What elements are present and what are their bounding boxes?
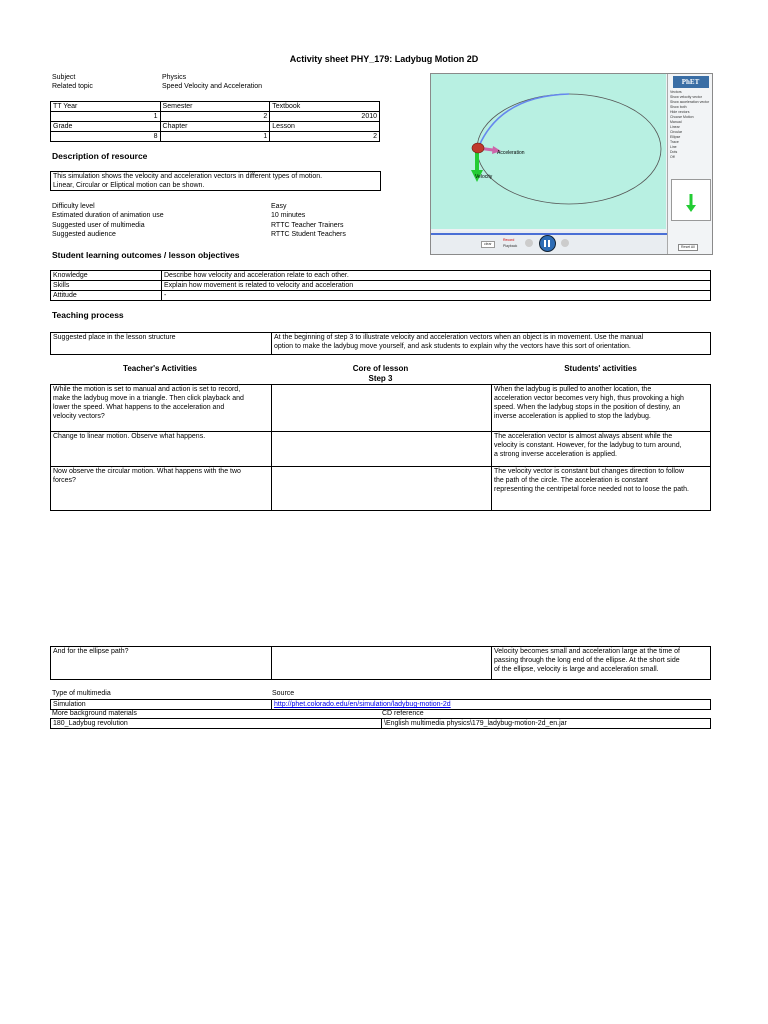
teacher-1-line-4: velocity vectors?	[53, 413, 105, 420]
panel-option: Manual	[670, 120, 682, 124]
phet-logo: PhET	[673, 76, 709, 88]
panel-option: Ellipse	[670, 135, 681, 139]
simulation-control-panel	[667, 74, 713, 254]
ladybug	[472, 143, 484, 153]
audience-label: Suggested audience	[52, 231, 116, 238]
subject-value: Physics	[162, 74, 187, 81]
simulation-screenshot	[430, 73, 713, 255]
type-label: Type of multimedia	[52, 690, 111, 697]
textbook-label: Textbook	[270, 102, 380, 112]
activities-table	[50, 384, 711, 511]
panel-option: Hide vectors	[670, 110, 690, 114]
students-activities-header: Students' activities	[564, 364, 637, 373]
student-3-line-1: The velocity vector is constant but changes direction to follow	[494, 468, 684, 475]
ellipse-student-line-3: of the ellipse, velocity is large and acceleration small.	[494, 666, 659, 673]
teacher-3-line-2: forces?	[53, 477, 76, 484]
panel-option: Vectors	[670, 90, 682, 94]
attitude-label: Attitude	[51, 291, 162, 301]
trace-path	[479, 94, 569, 146]
source-label: Source	[272, 690, 295, 697]
teacher-activity-1	[51, 385, 272, 432]
panel-option: Show both	[670, 105, 687, 109]
textbook-value: 2010	[270, 112, 380, 122]
description-box	[50, 171, 381, 191]
panel-options	[668, 88, 713, 160]
panel-option: Trace	[670, 140, 679, 144]
ellipse-students	[492, 647, 711, 680]
semester-value: 2	[160, 112, 270, 122]
background-value: 180_Ladybug revolution	[51, 719, 382, 729]
knowledge-value: Describe how velocity and acceleration relate to each other.	[162, 271, 711, 281]
student-2-line-3: a strong inverse acceleration is applied.	[494, 451, 617, 458]
core-cell-1	[272, 385, 492, 432]
core-header-line-1: Core of lesson	[352, 364, 409, 373]
student-activity-1	[492, 385, 711, 432]
teacher-1-line-3: lower the speed. What happens to the acceleration and	[53, 404, 225, 411]
topic-label: Related topic	[52, 83, 93, 90]
cd-value: \English multimedia physics\179_ladybug-motion-2d_en.jar	[382, 719, 711, 729]
lesson-place-table	[50, 332, 711, 355]
course-grid	[50, 101, 380, 142]
clear-button: clear	[481, 241, 495, 248]
core-cell-2	[272, 432, 492, 467]
user-value: RTTC Teacher Trainers	[271, 222, 344, 229]
ellipse-teacher: And for the ellipse path?	[51, 647, 272, 680]
source-link[interactable]: http://phet.colorado.edu/en/simulation/ladybug-motion-2d	[274, 701, 451, 708]
duration-value: 10 minutes	[271, 212, 306, 219]
ellipse-student-line-2: passing through the long end of the ellipse. At the short side	[494, 657, 680, 664]
lesson-label: Lesson	[270, 122, 380, 132]
student-1-line-3: speed. When the ladybug stops in the position of destiny, an	[494, 404, 681, 411]
teacher-3-line-1: Now observe the circular motion. What happens with the two	[53, 468, 241, 475]
student-3-line-3: representing the centripetal force needed not to loose the path.	[494, 486, 689, 493]
pause-button	[539, 235, 556, 252]
student-2-line-2: velocity is constant. However, for the ladybug to turn around,	[494, 442, 682, 449]
user-label: Suggested user of multimedia	[52, 222, 145, 229]
teacher-activities-header: Teacher's Activities	[123, 364, 197, 373]
teacher-activity-2	[51, 432, 272, 467]
ellipse-core	[272, 647, 492, 680]
activity-row	[51, 467, 711, 511]
attitude-value: -	[162, 291, 711, 301]
place-value-line-2: option to make the ladybug move yourself, and ask students to explain why the vectors have this sort of orientation.	[274, 343, 631, 350]
description-line-2: Linear, Circular or Eliptical motion can be shown.	[51, 181, 381, 191]
panel-option: Dots	[670, 150, 678, 154]
subject-label: Subject	[52, 74, 76, 81]
ellipse-table	[50, 646, 711, 680]
teacher-1-line-2: make the ladybug move in a triangle. Then click playback and	[53, 395, 244, 402]
teacher-2-line-1: Change to linear motion. Observe what happens.	[53, 433, 206, 440]
chapter-value: 1	[160, 132, 270, 142]
acceleration-label: Acceleration	[497, 150, 525, 156]
place-value	[272, 333, 711, 355]
panel-option: Choose Motion	[670, 115, 694, 119]
source-cell	[272, 700, 711, 710]
teaching-heading: Teaching process	[52, 310, 124, 320]
place-label: Suggested place in the lesson structure	[51, 333, 272, 355]
reset-all-button: Reset All	[678, 244, 698, 251]
student-2-line-1: The acceleration vector is almost always absent while the	[494, 433, 673, 440]
grade-value: 8	[51, 132, 161, 142]
rewind-button	[525, 239, 533, 247]
core-header-line-2: Step 3	[368, 374, 393, 383]
outcomes-table	[50, 270, 711, 301]
topic-value: Speed Velocity and Acceleration	[162, 83, 263, 90]
panel-option: Linear	[670, 125, 680, 129]
panel-option: Off	[670, 155, 675, 159]
cd-table	[50, 718, 711, 729]
tt-year-label: TT Year	[51, 102, 161, 112]
core-of-lesson-header	[271, 364, 490, 384]
teacher-activity-3	[51, 467, 272, 511]
panel-option: Circular	[670, 130, 683, 134]
playback-option: Playback	[503, 244, 518, 248]
velocity-label: Velocity	[475, 174, 493, 180]
teacher-1-line-1: While the motion is set to manual and action is set to record,	[53, 386, 241, 393]
simulation-canvas	[431, 74, 666, 229]
panel-option: Show acceleration vector	[670, 100, 710, 104]
student-1-line-2: acceleration vector becomes very high, thus provoking a high	[494, 395, 684, 402]
panel-option: Show velocity vector	[670, 95, 702, 99]
panel-option: Line	[670, 145, 677, 149]
description-line-1: This simulation shows the velocity and acceleration vectors in different types of motion.	[51, 172, 381, 182]
remote-control-box	[671, 179, 711, 221]
simulation-playback-bar	[431, 231, 667, 254]
activity-row	[51, 432, 711, 467]
student-1-line-1: When the ladybug is pulled to another location, the	[494, 386, 652, 393]
step-button	[561, 239, 569, 247]
knowledge-label: Knowledge	[51, 271, 162, 281]
cd-label: CD reference	[382, 710, 424, 717]
difficulty-label: Difficulty level	[52, 203, 95, 210]
difficulty-value: Easy	[271, 203, 287, 210]
student-activity-3	[492, 467, 711, 511]
skills-label: Skills	[51, 281, 162, 291]
simulation-drawing	[431, 74, 666, 229]
ellipse-student-line-1: Velocity becomes small and acceleration large at the time of	[494, 648, 680, 655]
student-3-line-2: the path of the circle. The acceleration is constant	[494, 477, 648, 484]
activity-row	[51, 385, 711, 432]
lesson-value: 2	[270, 132, 380, 142]
tt-year-value: 1	[51, 112, 161, 122]
grade-label: Grade	[51, 122, 161, 132]
place-value-line-1: At the beginning of step 3 to illustrate velocity and acceleration vectors when an object is in movement. Use the manual	[274, 334, 644, 341]
skills-value: Explain how movement is related to velocity and acceleration	[162, 281, 711, 291]
student-1-line-4: inverse acceleration is applied to stop the ladybug.	[494, 413, 651, 420]
audience-value: RTTC Student Teachers	[271, 231, 346, 238]
ellipse-path	[477, 94, 661, 204]
background-label: More background materials	[52, 710, 137, 717]
chapter-label: Chapter	[160, 122, 270, 132]
page-title: Activity sheet PHY_179: Ladybug Motion 2D	[289, 54, 479, 64]
type-value: Simulation	[51, 700, 272, 710]
outcomes-heading: Student learning outcomes / lesson objectives	[52, 250, 240, 260]
student-activity-2	[492, 432, 711, 467]
duration-label: Estimated duration of animation use	[52, 212, 164, 219]
record-option: Record	[503, 238, 515, 242]
core-cell-3	[272, 467, 492, 511]
source-table	[50, 699, 711, 710]
description-heading: Description of resource	[52, 151, 148, 161]
semester-label: Semester	[160, 102, 270, 112]
